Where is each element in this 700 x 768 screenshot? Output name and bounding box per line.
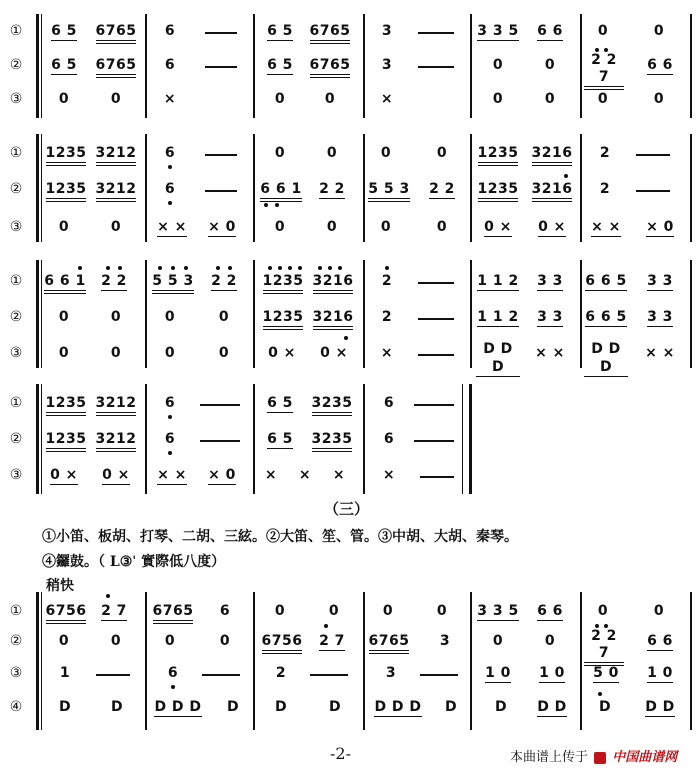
note: 3 — [381, 23, 393, 39]
row-label: ③ — [9, 219, 23, 235]
note: 0 — [58, 219, 70, 235]
note: 6765 — [150, 598, 196, 624]
note: D D D — [584, 340, 628, 366]
extension-dash — [418, 282, 454, 284]
note: 2 — [381, 273, 393, 289]
note: 0 — [218, 309, 230, 325]
note: 6 6 5 — [585, 309, 627, 325]
note: 6 — [164, 145, 176, 161]
note: 1235 — [260, 304, 306, 330]
note: 3 3 — [647, 309, 673, 325]
row-label: ① — [9, 603, 23, 619]
instrument-list-line-2: ④鑼鼓。（ L③ˈ 實際低八度） — [42, 554, 226, 570]
note: 3216 — [310, 304, 356, 330]
upload-note-text: 本曲谱上传于 — [510, 750, 589, 765]
note: 1235 — [44, 176, 88, 202]
note: 0 — [653, 91, 665, 107]
extension-dash — [418, 66, 454, 68]
note: 0 — [380, 219, 392, 235]
score-system-3 — [0, 260, 700, 375]
note: 6 6 — [647, 57, 673, 73]
note: 6 — [164, 23, 176, 39]
note: 0 — [597, 603, 609, 619]
extension-dash — [205, 32, 237, 34]
note: 6765 — [366, 628, 412, 654]
extension-dash — [420, 674, 458, 676]
note: 6756 — [44, 598, 88, 624]
note: 3235 — [310, 390, 354, 416]
note: 0 — [653, 603, 665, 619]
note: D — [110, 699, 124, 715]
low-octave-dot — [264, 203, 268, 207]
note: 3216 — [530, 140, 574, 166]
note: 3212 — [94, 140, 138, 166]
note: 0 — [218, 345, 230, 361]
note: 3 — [381, 57, 393, 73]
note: 3 3 5 — [477, 23, 519, 39]
score-system-2 — [0, 134, 700, 242]
note: × — [382, 467, 396, 483]
note: 3 — [385, 665, 397, 681]
extension-dash — [200, 404, 240, 406]
note: 6 — [164, 57, 176, 73]
note: 1 0 — [539, 665, 565, 681]
site-name: 中国曲谱网 — [612, 750, 678, 765]
row-label: ③ — [9, 467, 23, 483]
note: × × — [591, 219, 621, 235]
note: 6756 — [260, 628, 304, 654]
note: 1235 — [260, 268, 306, 294]
note: 0 — [58, 633, 70, 649]
note: 2 2 7 — [584, 52, 624, 78]
note: 6 — [383, 395, 395, 411]
note: 1 — [59, 665, 71, 681]
note: 6 5 — [267, 431, 293, 447]
note: 0 — [110, 633, 122, 649]
note: 6 — [164, 431, 176, 447]
note: 0 — [110, 91, 122, 107]
note: 0 — [274, 145, 286, 161]
note: 1235 — [44, 426, 88, 452]
row-label: ① — [9, 395, 23, 411]
note: 0 — [58, 309, 70, 325]
note: 6 6 — [537, 23, 563, 39]
extension-dash — [636, 154, 670, 156]
extension-dash — [96, 674, 130, 676]
note: 3235 — [310, 426, 354, 452]
note: 0 — [436, 145, 448, 161]
row-label: ② — [9, 633, 23, 649]
note: × 0 — [208, 467, 236, 483]
score-system-5 — [0, 592, 700, 730]
note: 0 — [544, 57, 556, 73]
note: 3212 — [94, 426, 138, 452]
note: 0 — [328, 603, 340, 619]
note: 2 2 — [319, 181, 345, 197]
note: 2 2 — [101, 273, 127, 289]
note: 0 — [274, 603, 286, 619]
note: D — [226, 699, 240, 715]
row-label: ① — [9, 273, 23, 289]
note: 0 × — [268, 345, 296, 361]
note: 0 — [597, 23, 609, 39]
note: 6765 — [94, 52, 138, 78]
low-octave-dot — [168, 201, 172, 205]
note: 6 6 — [537, 603, 563, 619]
row-label: ③ — [9, 345, 23, 361]
note: 3212 — [94, 176, 138, 202]
note: 0 — [382, 603, 394, 619]
extension-dash — [418, 318, 454, 320]
note: 6765 — [308, 18, 352, 44]
note: 0 — [219, 633, 231, 649]
note: 6 5 — [267, 395, 293, 411]
note: 6765 — [94, 18, 138, 44]
note: 6 6 5 — [585, 273, 627, 289]
note: 0 — [544, 91, 556, 107]
row-label: ② — [9, 181, 23, 197]
note: 1235 — [44, 140, 88, 166]
extension-dash — [310, 674, 348, 676]
note: D — [274, 699, 288, 715]
note: 3 3 — [537, 273, 563, 289]
note: 1 0 — [647, 665, 673, 681]
low-octave-dot — [168, 165, 172, 169]
note: 0 — [110, 309, 122, 325]
extension-dash — [205, 190, 237, 192]
note: 6 — [383, 431, 395, 447]
note: D D D — [476, 340, 520, 366]
note: 6 — [167, 665, 179, 681]
note: × — [298, 467, 312, 483]
note: D D — [645, 699, 675, 715]
note: 0 — [544, 633, 556, 649]
note: 0 — [492, 91, 504, 107]
row-label: ③ — [9, 91, 23, 107]
note: 5 5 3 — [150, 268, 196, 294]
extension-dash — [418, 32, 454, 34]
note: 2 — [599, 181, 611, 197]
note: 1235 — [476, 140, 520, 166]
score-system-1 — [0, 14, 700, 118]
row-label: ② — [9, 57, 23, 73]
note: 6 5 — [267, 57, 293, 73]
note: 0 — [436, 219, 448, 235]
note: 1 0 — [485, 665, 511, 681]
row-label: ② — [9, 309, 23, 325]
note: D — [494, 699, 508, 715]
upload-note — [510, 746, 677, 765]
note: D — [328, 699, 342, 715]
score-system-4 — [0, 384, 700, 494]
note: × × — [645, 345, 675, 361]
note: 6 5 — [51, 23, 77, 39]
note: 0 — [597, 91, 609, 107]
note: 3 3 5 — [477, 603, 519, 619]
note: 3 — [439, 633, 451, 649]
note: × 0 — [208, 219, 236, 235]
note: 5 5 3 — [366, 176, 412, 202]
extension-dash — [414, 404, 454, 406]
note: 6 6 — [647, 633, 673, 649]
note: 2 2 — [211, 273, 237, 289]
extension-dash — [200, 440, 240, 442]
note: 2 — [599, 145, 611, 161]
note: × — [163, 91, 177, 107]
note: 0 — [274, 91, 286, 107]
note: 0 — [110, 219, 122, 235]
note: × 0 — [646, 219, 674, 235]
note: D — [598, 699, 612, 715]
note: 0 — [164, 345, 176, 361]
page-number: -2- — [330, 744, 351, 763]
note: 0 — [164, 309, 176, 325]
section-heading: （三） — [324, 500, 370, 518]
extension-dash — [420, 476, 454, 478]
low-octave-dot — [171, 685, 175, 689]
note: × — [380, 345, 394, 361]
note: 2 2 7 — [584, 628, 624, 654]
note: 6765 — [308, 52, 352, 78]
row-label: ③ — [9, 665, 23, 681]
note: 0 × — [102, 467, 130, 483]
note: 0 — [324, 91, 336, 107]
low-octave-dot — [275, 203, 279, 207]
note: 3212 — [94, 390, 138, 416]
note: 0 — [110, 345, 122, 361]
tempo-marking: 稍快 — [46, 578, 74, 594]
low-octave-dot — [168, 415, 172, 419]
note: × × — [157, 467, 187, 483]
note: 6 — [219, 603, 231, 619]
row-label: ① — [9, 145, 23, 161]
note: × × — [535, 345, 565, 361]
note: 3216 — [530, 176, 574, 202]
note: × — [380, 91, 394, 107]
note: D D D — [154, 699, 202, 715]
note: 2 — [275, 665, 287, 681]
note: 0 — [380, 145, 392, 161]
note: 1 1 2 — [477, 273, 519, 289]
note: 3216 — [310, 268, 356, 294]
note: 1 1 2 — [477, 309, 519, 325]
note: 3 3 — [647, 273, 673, 289]
note: 2 7 — [319, 633, 345, 649]
note: 2 7 — [101, 603, 127, 619]
note: 0 × — [50, 467, 78, 483]
extension-dash — [205, 154, 237, 156]
note: 0 — [492, 633, 504, 649]
extension-dash — [205, 66, 237, 68]
note: 2 — [381, 309, 393, 325]
low-octave-dot — [168, 451, 172, 455]
note: 6 6 1 — [258, 176, 304, 202]
note: 5 0 — [593, 665, 619, 681]
note: 3 3 — [537, 309, 563, 325]
note: 0 × — [484, 219, 512, 235]
note: 6 5 — [267, 23, 293, 39]
note: 6 6 1 — [42, 268, 88, 294]
extension-dash — [636, 190, 670, 192]
extension-dash — [418, 354, 454, 356]
site-logo-icon — [594, 752, 606, 764]
note: 0 — [274, 219, 286, 235]
note: 0 — [436, 603, 448, 619]
note: 0 — [326, 219, 338, 235]
note: D D — [537, 699, 567, 715]
note: 1235 — [476, 176, 520, 202]
instrument-list-line-1: ①小笛、板胡、打琴、二胡、三絃。②大笛、笙、管。③中胡、大胡、秦琴。 — [42, 529, 518, 545]
extension-dash — [202, 674, 240, 676]
note: 0 — [653, 23, 665, 39]
note: 6 5 — [51, 57, 77, 73]
note: 0 × — [538, 219, 566, 235]
note: 6 — [164, 181, 176, 197]
note: 2 2 — [429, 181, 455, 197]
row-label: ② — [9, 431, 23, 447]
note: × — [264, 467, 278, 483]
note: × — [332, 467, 346, 483]
extension-dash — [414, 440, 454, 442]
note: D — [58, 699, 72, 715]
note: 0 — [492, 57, 504, 73]
note: D D D — [374, 699, 422, 715]
note: 1235 — [44, 390, 88, 416]
note: 0 × — [320, 345, 348, 361]
row-label: ① — [9, 23, 23, 39]
row-label: ④ — [9, 699, 23, 715]
note: 0 — [164, 633, 176, 649]
note: 0 — [326, 145, 338, 161]
note: 0 — [58, 345, 70, 361]
note: D — [444, 699, 458, 715]
note: × × — [157, 219, 187, 235]
note: 0 — [58, 91, 70, 107]
note: 6 — [164, 395, 176, 411]
